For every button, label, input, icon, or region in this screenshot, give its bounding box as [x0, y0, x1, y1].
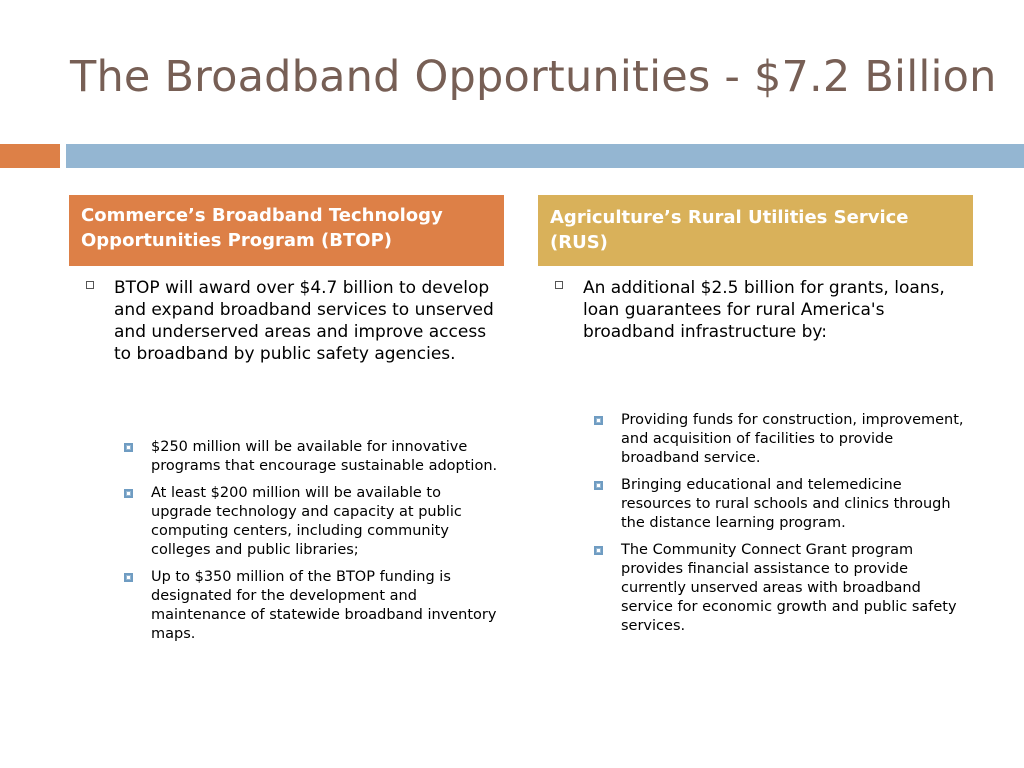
- list-item: [588, 541, 968, 636]
- square-bullet-icon: [124, 443, 133, 452]
- right-column-header: Agriculture’s Rural Utilities Service (RUS): [538, 195, 973, 266]
- list-item: [588, 476, 968, 533]
- left-main-bullet-text: BTOP will award over $4.7 billion to develop and expand broadband services to unserved and underserved areas and improve access to broadband by public safety agencies.: [114, 278, 494, 364]
- right-main-bullet-text: An additional $2.5 billion for grants, loans, loan guarantees for rural America's broadband infrastructure by:: [583, 278, 945, 342]
- hollow-square-bullet-icon: [555, 281, 563, 289]
- square-bullet-icon: [124, 489, 133, 498]
- square-bullet-icon: [594, 481, 603, 490]
- list-item-text: Up to $350 million of the BTOP funding is designated for the development and maintenance of statewide broadband inventory maps.: [151, 569, 497, 642]
- square-bullet-icon: [594, 416, 603, 425]
- slide-title: The Broadband Opportunities - $7.2 Billion: [70, 52, 997, 102]
- left-column-header: Commerce’s Broadband Technology Opportunities Program (BTOP): [69, 195, 504, 266]
- hollow-square-bullet-icon: [86, 281, 94, 289]
- list-item: [588, 411, 968, 468]
- list-item: [118, 438, 498, 476]
- square-bullet-icon: [594, 546, 603, 555]
- accent-bar-blue: [66, 144, 1024, 168]
- list-item-text: Providing funds for construction, improvement, and acquisition of facilities to provide broadband service.: [621, 412, 964, 466]
- list-item-text: Bringing educational and telemedicine resources to rural schools and clinics through the distance learning program.: [621, 477, 951, 531]
- right-sub-bullet-list: [588, 411, 968, 644]
- right-main-bullet: [545, 277, 975, 343]
- list-item: [118, 568, 498, 644]
- accent-bar-orange: [0, 144, 60, 168]
- list-item: [118, 484, 498, 560]
- square-bullet-icon: [124, 573, 133, 582]
- list-item-text: At least $200 million will be available to upgrade technology and capacity at public computing centers, including community colleges and public libraries;: [151, 485, 462, 558]
- left-sub-bullet-list: [118, 438, 498, 652]
- list-item-text: The Community Connect Grant program provides financial assistance to provide currently unserved areas with broadband service for economic growth and public safety services.: [621, 542, 957, 634]
- list-item-text: $250 million will be available for innovative programs that encourage sustainable adoption.: [151, 439, 498, 474]
- left-main-bullet: [76, 277, 506, 365]
